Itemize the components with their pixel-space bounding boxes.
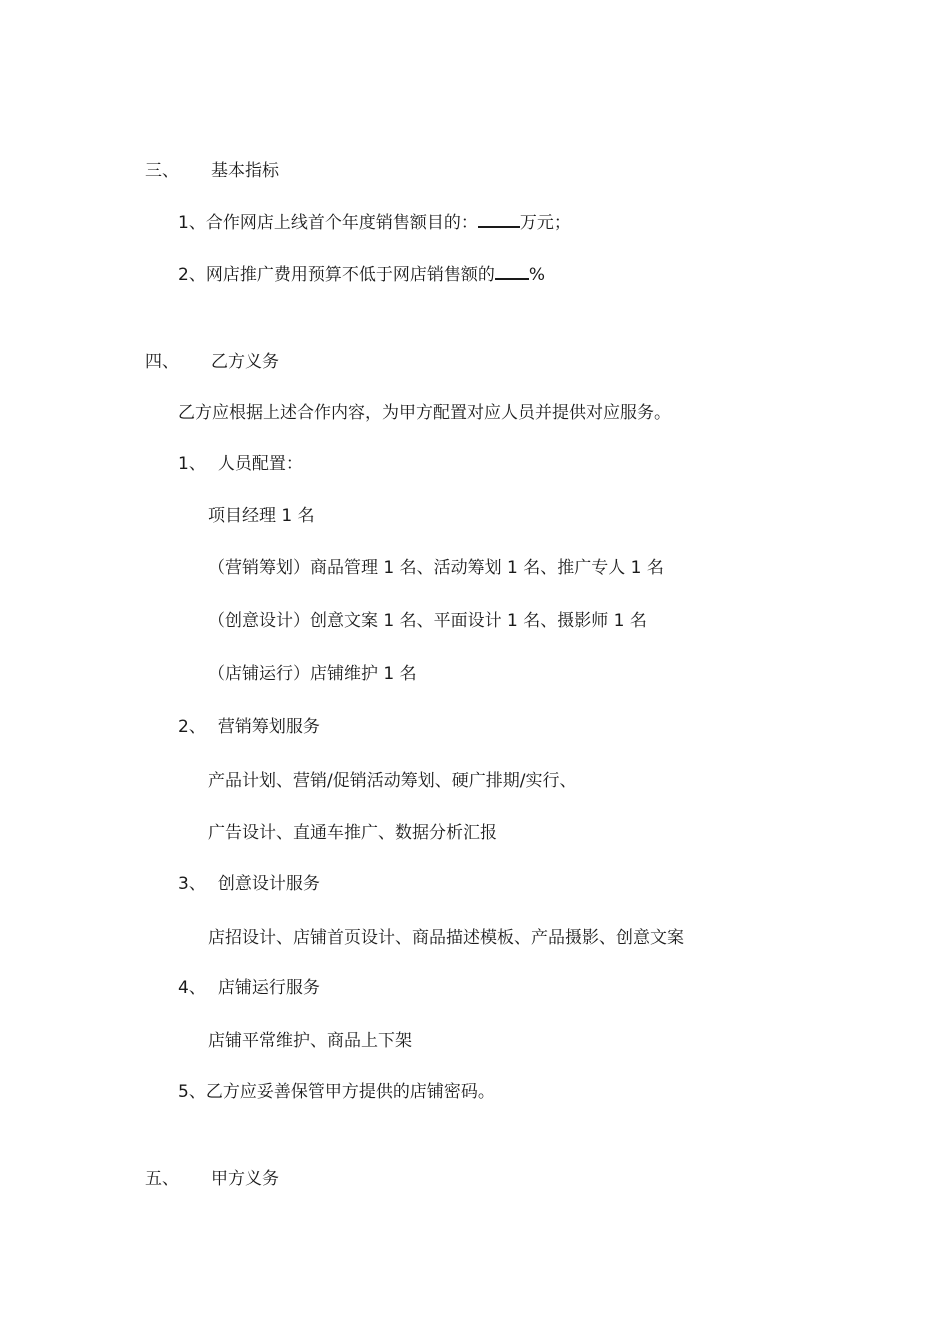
item-unit: 万元； [519, 213, 571, 233]
section-number: 三、 [145, 161, 179, 181]
subsection-title: 创意设计服务 [217, 874, 320, 894]
subsection-2-heading [178, 715, 320, 739]
subsection-title: 营销筹划服务 [217, 717, 320, 737]
subsection-number: 2、 [178, 717, 206, 737]
item-unit: % [528, 265, 545, 285]
target-item-1 [178, 210, 571, 235]
staff-line: 项目经理 1 名 [208, 506, 315, 526]
section-title: 乙方义务 [211, 352, 279, 372]
service-line: 广告设计、直通车推广、数据分析汇报 [208, 823, 497, 843]
staff-line: （店铺运行）店铺维护 1 名 [208, 664, 417, 684]
item-text: 1、合作网店上线首个年度销售额目的： [178, 213, 478, 233]
section-number: 四、 [145, 352, 179, 372]
staff-line: （创意设计）创意文案 1 名、平面设计 1 名、摄影师 1 名 [208, 611, 647, 631]
service-line: 店铺平常维护、商品上下架 [208, 1031, 412, 1051]
section-3-heading [145, 159, 279, 183]
section-title: 基本指标 [211, 161, 279, 181]
subsection-3-heading [178, 872, 320, 896]
obligation-item-5: 5、乙方应妥善保管甲方提供的店铺密码。 [178, 1082, 495, 1102]
subsection-4-heading [178, 976, 320, 1000]
section-4-intro: 乙方应根据上述合作内容，为甲方配置对应人员并提供对应服务。 [178, 403, 671, 423]
subsection-number: 4、 [178, 978, 206, 998]
section-5-heading [145, 1167, 279, 1191]
service-line: 产品计划、营销/促销活动筹划、硬广排期/实行、 [208, 771, 577, 791]
section-4-heading [145, 350, 279, 374]
section-number: 五、 [145, 1169, 179, 1189]
service-line: 店招设计、店铺首页设计、商品描述模板、产品摄影、创意文案 [208, 928, 684, 948]
subsection-title: 人员配置： [217, 454, 303, 474]
blank-field [478, 210, 520, 228]
subsection-number: 1、 [178, 454, 206, 474]
subsection-number: 3、 [178, 874, 206, 894]
subsection-1-heading [178, 452, 303, 476]
target-item-2 [178, 262, 545, 287]
subsection-title: 店铺运行服务 [217, 978, 320, 998]
section-title: 甲方义务 [211, 1169, 279, 1189]
item-text: 2、网店推广费用预算不低于网店销售额的 [178, 265, 495, 285]
staff-line: （营销筹划）商品管理 1 名、活动筹划 1 名、推广专人 1 名 [208, 558, 664, 578]
blank-field [495, 262, 529, 280]
